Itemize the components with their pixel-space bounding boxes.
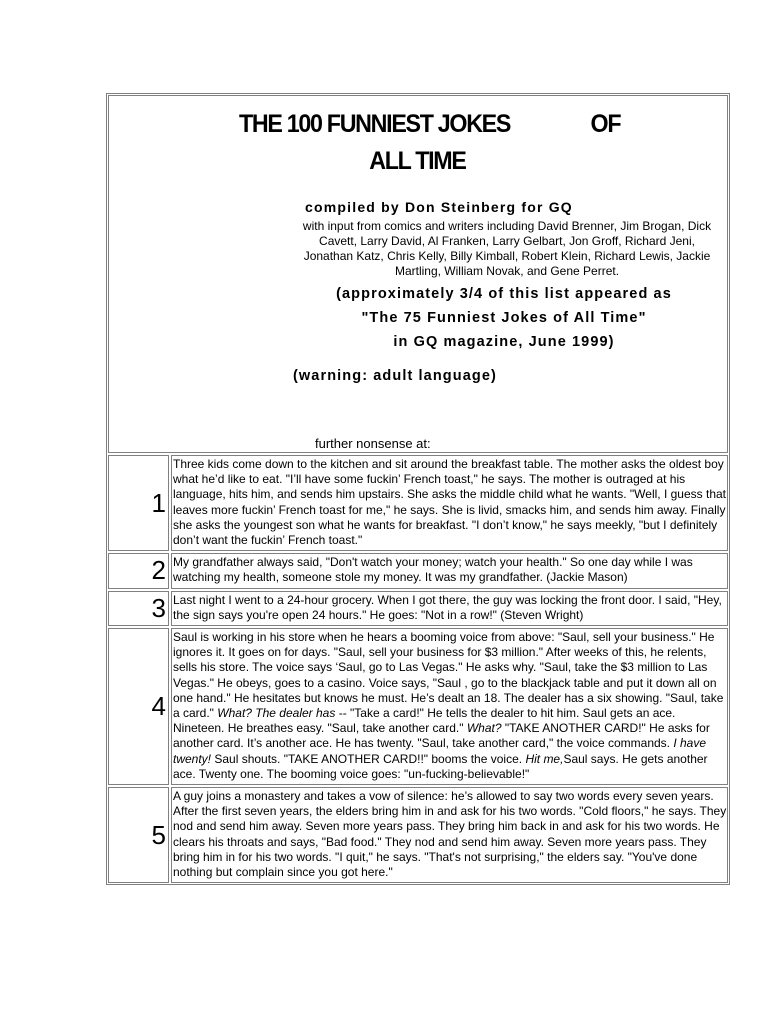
joke-row-5 [108, 787, 728, 883]
warning-note: (warning: adult language) [293, 368, 497, 384]
joke-text-part: Saul is working in his store when he hears a booming voice from above: "Saul, sell your business." He ignores it. It goes on for days. "Saul, sell your business for $3 million." After weeks of this, he relents, sells his store. The voice says ‘Saul, go to Las Vegas." He asks why. "Saul, take the $3 million to Las Vegas." He obeys, goes to a casino. Voice says, "Saul , go to the blackjack table and put it down all on one hand." He hesitates but knows he must. He’s dealt an 18. The dealer has a six showing. "Saul, take a card." [173, 630, 724, 721]
joke-row-2 [108, 553, 728, 588]
joke-text-italic: What? The dealer has [217, 706, 336, 721]
joke-row-4 [108, 628, 728, 785]
joke-text-part: Saul shouts. "TAKE ANOTHER CARD!!" booms the voice. [211, 751, 526, 766]
joke-text-part: "TAKE ANOTHER CARD!" He asks for another card. It’s another ace. He has twenty. "Saul, take another card," the voice commands. [173, 721, 710, 751]
title-line-2: ALL TIME [369, 147, 466, 175]
compiled-brand: GQ [548, 199, 573, 215]
page-title [239, 106, 676, 180]
approx-line-1: (approximately 3/4 of this list appeared as [336, 286, 672, 302]
header-cell [108, 95, 728, 453]
joke-number: 3 [108, 591, 169, 626]
compiled-by [305, 199, 705, 215]
approx-line-3: in GQ magazine, June 1999) [393, 334, 615, 350]
approx-note [284, 282, 724, 354]
joke-text-part: -- "Take a card!" He tells the dealer to hit him. Saul gets an ace. Nineteen. He breathes easy. "Saul, take another card." [173, 706, 676, 736]
joke-text-italic: What? [466, 721, 502, 736]
joke-text: My grandfather always said, "Don't watch your money; watch your health." So one day while I was watching my health, someone stole my money. It was my grandfather. (Jackie Mason) [171, 553, 728, 588]
further-nonsense: further nonsense at: [315, 436, 431, 451]
joke-text-part: Saul says. He gets another ace. Twenty one. The booming voice goes: "un-fucking-believable!" [173, 751, 708, 781]
joke-number: 2 [108, 553, 169, 588]
joke-number: 1 [108, 455, 169, 551]
contributors-text: with input from comics and writers including David Brenner, Jim Brogan, Dick Cavett, Larry David, Al Franken, Larry Gelbart, Jon Groff, Richard Jeni, Jonathan Katz, Chris Kelly, Billy Kimball, Robert Klein, Richard Lewis, Jackie Martling, William Novak, and Gene Perret. [302, 219, 712, 278]
joke-row-3 [108, 591, 728, 626]
joke-text: A guy joins a monastery and takes a vow of silence: he’s allowed to say two words every seven years. After the first seven years, the elders bring him in and ask for his two words. "Cold floors," he says. They nod and send him away. Seven more years pass. They bring him back in and ask for his two words. He clears his throats and says, "Bad food." They nod and send him away. Seven more years pass. They bring him in for his two words. "I quit," he says. "That's not surprising," the elders say. "You've done nothing but complain since you got here." [171, 787, 728, 883]
joke-text [171, 628, 728, 785]
title-of: OF [590, 110, 621, 138]
joke-text: Three kids come down to the kitchen and sit around the breakfast table. The mother asks the oldest boy what he’d like to eat. "I’ll have some fuckin’ French toast," he says. The mother is outraged at his language, hits him, and sends him upstairs. She asks the middle child what he wants. "Well, I guess that leaves more fuckin’ French toast for me," he says. She is livid, smacks him, and sends him away. Finally she asks the youngest son what he wants for breakfast. "I don’t know," he says meekly, "but I definitely don’t want the fuckin’ French toast." [171, 455, 728, 551]
jokes-table [106, 93, 730, 885]
approx-line-2: "The 75 Funniest Jokes of All Time" [361, 310, 647, 326]
joke-text-italic: Hit me, [525, 751, 564, 766]
joke-row-1 [108, 455, 728, 551]
joke-text: Last night I went to a 24-hour grocery. When I got there, the guy was locking the front door. I said, "Hey, the sign says you're open 24 hours." He goes: "Not in a row!" (Steven Wright) [171, 591, 728, 626]
compiled-prefix: compiled by Don Steinberg for [305, 199, 549, 215]
joke-number: 5 [108, 787, 169, 883]
joke-text-italic: I have twenty! [173, 736, 707, 766]
joke-number: 4 [108, 628, 169, 785]
title-line-1: THE 100 FUNNIEST JOKES [239, 110, 511, 138]
